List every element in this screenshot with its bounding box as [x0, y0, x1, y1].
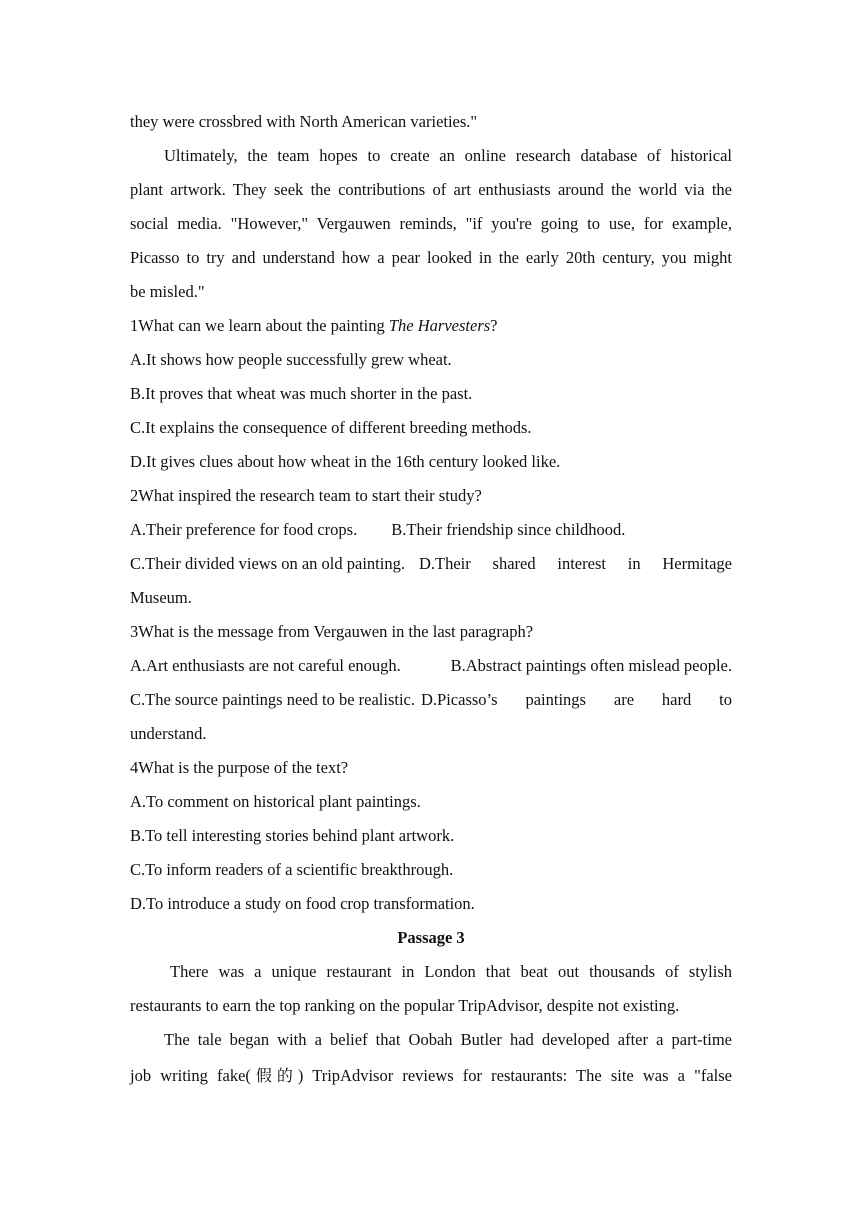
- question-2-option-d: D.Their shared interest in Hermitage: [418, 554, 732, 573]
- paragraph-line: [130, 1066, 732, 1086]
- question-2-options-cd: [130, 554, 732, 574]
- question-3-options-cd: [130, 690, 732, 710]
- question-1-stem: [130, 316, 732, 336]
- question-3-option-d-cont: understand.: [130, 724, 207, 743]
- question-3-option-b: B.Abstract paintings often mislead people.: [450, 656, 732, 675]
- question-2-option-c: C.Their divided views on an old painting.: [130, 554, 405, 573]
- paragraph-line: social media. "However," Vergauwen reminds, "if you're going to use, for example,: [130, 214, 732, 233]
- paragraph-line: Ultimately, the team hopes to create an online research database of historical: [164, 146, 732, 165]
- question-3-option-a: A.Art enthusiasts are not careful enough.: [130, 656, 401, 675]
- paragraph-line: restaurants to earn the top ranking on the popular TripAdvisor, despite not existing.: [130, 996, 680, 1015]
- question-4-option-d: D.To introduce a study on food crop transformation.: [130, 894, 475, 913]
- question-2-option-d-cont: Museum.: [130, 588, 192, 607]
- question-1-option-d: D.It gives clues about how wheat in the 16th century looked like.: [130, 452, 561, 471]
- question-2-options-ab: [130, 520, 732, 540]
- question-1-option-c: C.It explains the consequence of different breeding methods.: [130, 418, 532, 437]
- question-4-option-a: A.To comment on historical plant paintings.: [130, 792, 421, 811]
- question-1-option-b: B.It proves that wheat was much shorter in the past.: [130, 384, 473, 403]
- paragraph-line: There was a unique restaurant in London that beat out thousands of stylish: [170, 962, 732, 981]
- question-2-option-b: B.Their friendship since childhood.: [391, 520, 626, 539]
- question-2-stem: 2What inspired the research team to start their study?: [130, 486, 482, 505]
- passage-heading: Passage 3: [397, 928, 465, 947]
- text-fragment: ) TripAdvisor reviews for restaurants: The site was a "false: [297, 1066, 732, 1085]
- question-3-option-c: C.The source paintings need to be realistic.: [130, 690, 415, 709]
- paragraph-line: The tale began with a belief that Oobah Butler had developed after a part-time: [164, 1030, 732, 1049]
- paragraph-line: plant artwork. They seek the contributions of art enthusiasts around the world via the: [130, 180, 732, 199]
- question-stem-end: ?: [490, 316, 498, 335]
- chinese-gloss: 假的: [250, 1066, 298, 1085]
- passage2-line: they were crossbred with North American varieties.": [130, 112, 478, 131]
- paragraph-line: Picasso to try and understand how a pear looked in the early 20th century, you might: [130, 248, 732, 267]
- question-1-option-a: A.It shows how people successfully grew wheat.: [130, 350, 452, 369]
- question-stem-text: 1What can we learn about the painting: [130, 316, 389, 335]
- painting-title: The Harvesters: [388, 316, 491, 335]
- question-4-stem: 4What is the purpose of the text?: [130, 758, 349, 777]
- text-fragment: job writing fake(: [130, 1066, 251, 1085]
- question-2-option-a: A.Their preference for food crops.: [130, 520, 358, 539]
- paragraph-line: be misled.": [130, 282, 205, 301]
- question-3-options-ab: [130, 656, 732, 676]
- question-4-option-b: B.To tell interesting stories behind plant artwork.: [130, 826, 455, 845]
- question-3-option-d: D.Picasso’s paintings are hard to: [421, 690, 732, 709]
- question-3-stem: 3What is the message from Vergauwen in the last paragraph?: [130, 622, 534, 641]
- question-4-option-c: C.To inform readers of a scientific breakthrough.: [130, 860, 454, 879]
